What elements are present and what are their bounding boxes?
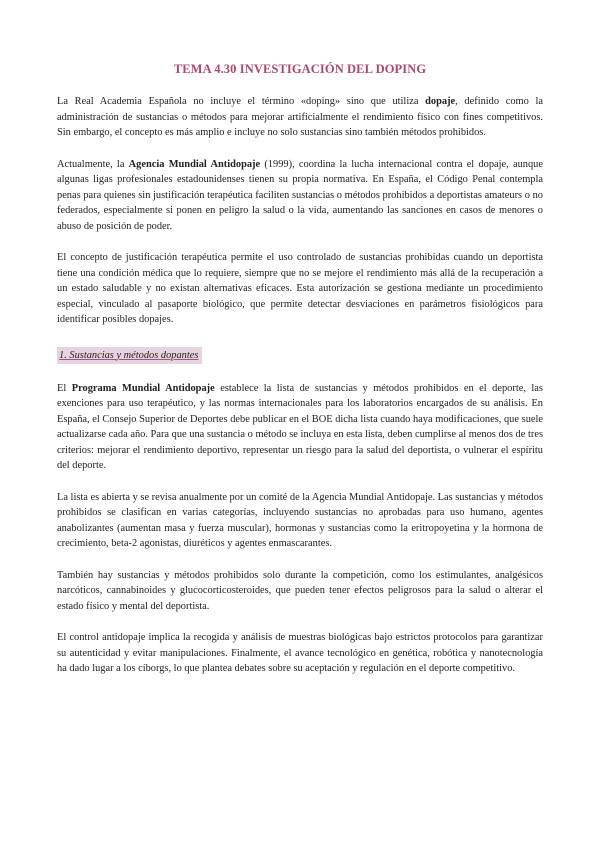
paragraph-text: establece la lista de sustancias y métodos prohibidos en el deporte, las exenciones para uso terapéutico, y las normas internacionales para los laboratorios encargados de su análisis. En España, el Consejo Superior de Deportes debe publicar en el BOE dicha lista cuando haya modificaciones, que suele actualizarse cada año. Para que una sustancia o método se incluya en esta lista, deben cumplirse al menos dos de tres criterios: mejorar el rendimiento deportivo, representar un riesgo para la salud del deportista, o vulnerar el espíritu del deporte. <box>57 382 543 471</box>
paragraph-text: Actualmente, la <box>57 158 129 170</box>
section-heading-sustancias: 1. Sustancias y métodos dopantes <box>57 347 202 364</box>
paragraph-agencia-mundial <box>57 157 543 235</box>
paragraph-text: , definido como la administración de sustancias o métodos para mejorar artificialmente el rendimiento físico con fines competitivos. Sin embargo, el concepto es más amplio e incluye no solo sustancias sino también métodos prohibidos. <box>57 96 544 138</box>
bold-term-programa: Programa Mundial Antidopaje <box>71 382 215 394</box>
bold-term-agencia: Agencia Mundial Antidopaje <box>128 158 261 170</box>
paragraph-justificacion-terapeutica: El concepto de justificación terapéutica permite el uso controlado de sustancias prohibidas cuando un deportista tiene una condición médica que lo requiere, siempre que no se mejore el rendimiento más allá de la recuperación a un estado saludable y no existan alternativas eficaces. Esta autorización se gestiona mediante un procedimiento especial, vinculado al pasaporte biológico, que permite detectar desviaciones en parámetros fisiológicos para identificar posibles dopajes. <box>57 252 543 325</box>
bold-term-dopaje: dopaje <box>425 96 456 107</box>
paragraph-programa-mundial <box>57 381 543 474</box>
section-heading-wrapper <box>57 344 543 381</box>
paragraph-text: El <box>57 382 72 394</box>
paragraph-control-antidopaje: El control antidopaje implica la recogida y análisis de muestras biológicas bajo estrictos protocolos para garantizar su autenticidad y evitar manipulaciones. Finalmente, el avance tecnológico en genética, robótica y nanotecnología ha dado lugar a los cíborgs, lo que plantea debates sobre su aceptación y regulación en el deporte competitivo. <box>57 632 543 674</box>
paragraph-text: (1999), coordina la lucha internacional contra el dopaje, aunque algunas ligas profesionales estadounidenses tienen su propia normativa. En España, el Código Penal contempla penas para quienes sin justificación terapéutica faciliten sustancias o métodos prohibidos a deportistas amateurs o no federados, especialmente si ponen en peligro la salud o la vida, aumentando las sanciones en casos de menores o abuso de posición de poder. <box>57 158 543 232</box>
paragraph-competicion: También hay sustancias y métodos prohibidos solo durante la competición, como los estimulantes, analgésicos narcóticos, cannabinoides y glucocorticosteroides, que pueden tener efectos peligrosos para la salud o alterar el estado físico y mental del deportista. <box>57 569 543 612</box>
page-title: TEMA 4.30 INVESTIGACIÓN DEL DOPING <box>173 62 427 76</box>
paragraph-lista-abierta: La lista es abierta y se revisa anualmente por un comité de la Agencia Mundial Antidopaje. Las sustancias y métodos prohibidos se clasifican en varias categorías, incluyendo sustancias no aprobadas para uso humano, agentes anabolizantes (aumentan masa y fuerza muscular), hormonas y sustancias como la eritropoyetina y la hormona de crecimiento, beta-2 agonistas, diuréticos y agentes enmascarantes. <box>57 491 543 549</box>
paragraph-text: La Real Academia Española no incluye el término «doping» sino que utiliza <box>57 96 426 107</box>
paragraph-dopaje-definition <box>57 94 543 141</box>
